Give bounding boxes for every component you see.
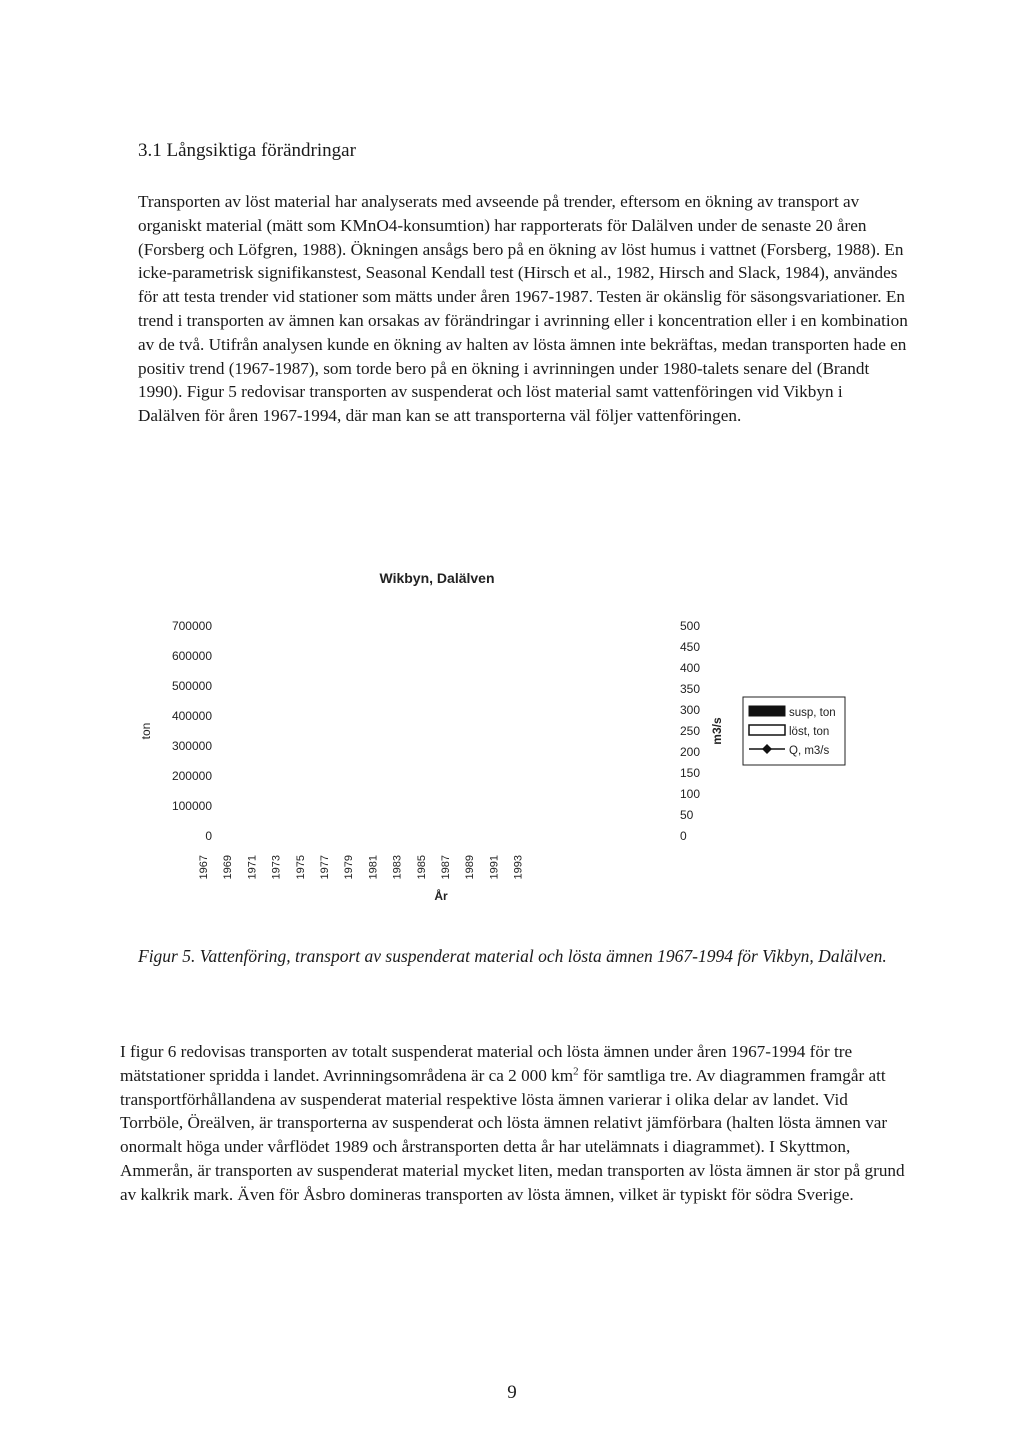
y2-tick-label: 150 — [680, 766, 701, 780]
x-tick-label: 1983 — [391, 855, 404, 880]
y-axis-label: ton — [139, 722, 153, 740]
x-tick-label: 1985 — [415, 855, 428, 880]
y-tick-label: 300000 — [171, 739, 212, 753]
section-heading: 3.1 Långsiktiga förändringar — [138, 140, 356, 161]
legend-swatch-susp — [749, 706, 785, 716]
x-tick-label: 1967 — [198, 855, 210, 880]
y-tick-label: 700000 — [171, 619, 212, 633]
x-tick-label: 1991 — [488, 855, 501, 880]
y2-tick-label: 50 — [680, 808, 694, 822]
x-tick-label: 1975 — [294, 855, 307, 880]
figure-caption: Figur 5. Vattenföring, transport av suspenderat material och lösta ämnen 1967-1994 för Vikbyn, Dalälven. — [138, 946, 887, 966]
y2-tick-label: 400 — [680, 661, 701, 675]
x-tick-label: 1987 — [440, 855, 452, 880]
y2-axis-label: m3/s — [710, 717, 724, 745]
legend-label: Q, m3/s — [789, 745, 830, 757]
paragraph-figure-6-part-a: I figur 6 redovisas transporten av totalt suspenderat material och lösta ämnen under åren 1967-1994 för tre mätstationer spridda i landet. Avrinningsområdena är ca 2 000 km — [120, 1042, 853, 1085]
paragraph-figure-6-part-b: för samtliga tre. Av diagrammen framgår att transportförhållandena av suspenderat material respektive lösta ämnen varierar i olika delar av landet. Vid Torrböle, Öreälven, är transporterna av suspenderat och lösta ämnen relativt jämförbara (halten lösta ämnen var onormalt höga under vårflödet 1989 och årstransporten detta år har utelämnats i diagrammet). I Skyttmon, Ammerån, är transporten av suspenderat material mycket liten, medan transporten av lösta ämnen är stor på grund av kalkrik mark. Även för Åsbro domineras transporten av lösta ämnen, vilket är typiskt för södra Sverige. — [120, 1065, 905, 1204]
superscript-2: 2 — [573, 1065, 579, 1078]
legend-label: susp, ton — [789, 707, 836, 719]
y-tick-label: 500000 — [171, 679, 212, 693]
y2-tick-label: 500 — [680, 619, 701, 633]
y-tick-label: 600000 — [171, 649, 212, 663]
y2-tick-label: 300 — [680, 703, 701, 717]
page-number: 9 — [507, 1382, 517, 1403]
y2-tick-label: 200 — [680, 745, 701, 759]
paragraph-figure-6 — [120, 1040, 910, 1207]
x-axis-label: År — [434, 889, 448, 903]
chart-title: Wikbyn, Dalälven — [379, 570, 495, 586]
y2-tick-label: 450 — [680, 640, 701, 654]
y2-tick-label: 350 — [680, 682, 701, 696]
x-tick-label: 1973 — [270, 855, 283, 880]
x-tick-label: 1979 — [343, 855, 356, 880]
y-tick-label: 0 — [205, 829, 212, 843]
x-tick-label: 1969 — [222, 855, 235, 880]
x-tick-label: 1977 — [319, 855, 331, 880]
x-tick-label: 1989 — [464, 855, 477, 880]
y2-tick-label: 250 — [680, 724, 701, 738]
legend-label: löst, ton — [789, 726, 830, 738]
y2-tick-label: 100 — [680, 787, 701, 801]
y-tick-label: 200000 — [171, 769, 212, 783]
paragraph-trends: Transporten av löst material har analyserats med avseende på trender, eftersom en ökning av transport av organiskt material (mätt som KMnO4-konsumtion) har rapporterats för Dalälven under de senaste 20 åren (Forsberg och Löfgren, 1988). Ökningen ansågs bero på en ökning av löst humus i vattnet (Forsberg, 1988). En icke-parametrisk signifikanstest, Seasonal Kendall test (Hirsch et al., 1982, Hirsch and Slack, 1984), användes för att testa trender vid stationer som mätts under åren 1967-1987. Testen är okänslig för säsongsvariationer. En trend i transporten av ämnen kan orsakas av förändringar i avrinning eller i koncentration eller i en kombination av de två. Utifrån analysen kunde en ökning av halten av lösta ämnen inte bekräftas, medan transporten hade en positiv trend (1967-1987), som torde bero på en ökning i avrinningen under 1980-talets senare del (Brandt 1990). Figur 5 redovisar transporten av suspenderat och löst material samt vattenföringen vid Vikbyn i Dalälven för åren 1967-1994, där man kan se att transporterna väl följer vattenföringen. — [138, 192, 908, 426]
x-tick-label: 1981 — [367, 855, 380, 880]
x-tick-label: 1971 — [246, 855, 259, 880]
x-tick-label: 1993 — [512, 855, 525, 880]
legend-swatch-lost — [749, 725, 785, 735]
y-tick-label: 100000 — [171, 799, 212, 813]
y-tick-label: 400000 — [171, 709, 212, 723]
y2-tick-label: 0 — [680, 829, 687, 843]
